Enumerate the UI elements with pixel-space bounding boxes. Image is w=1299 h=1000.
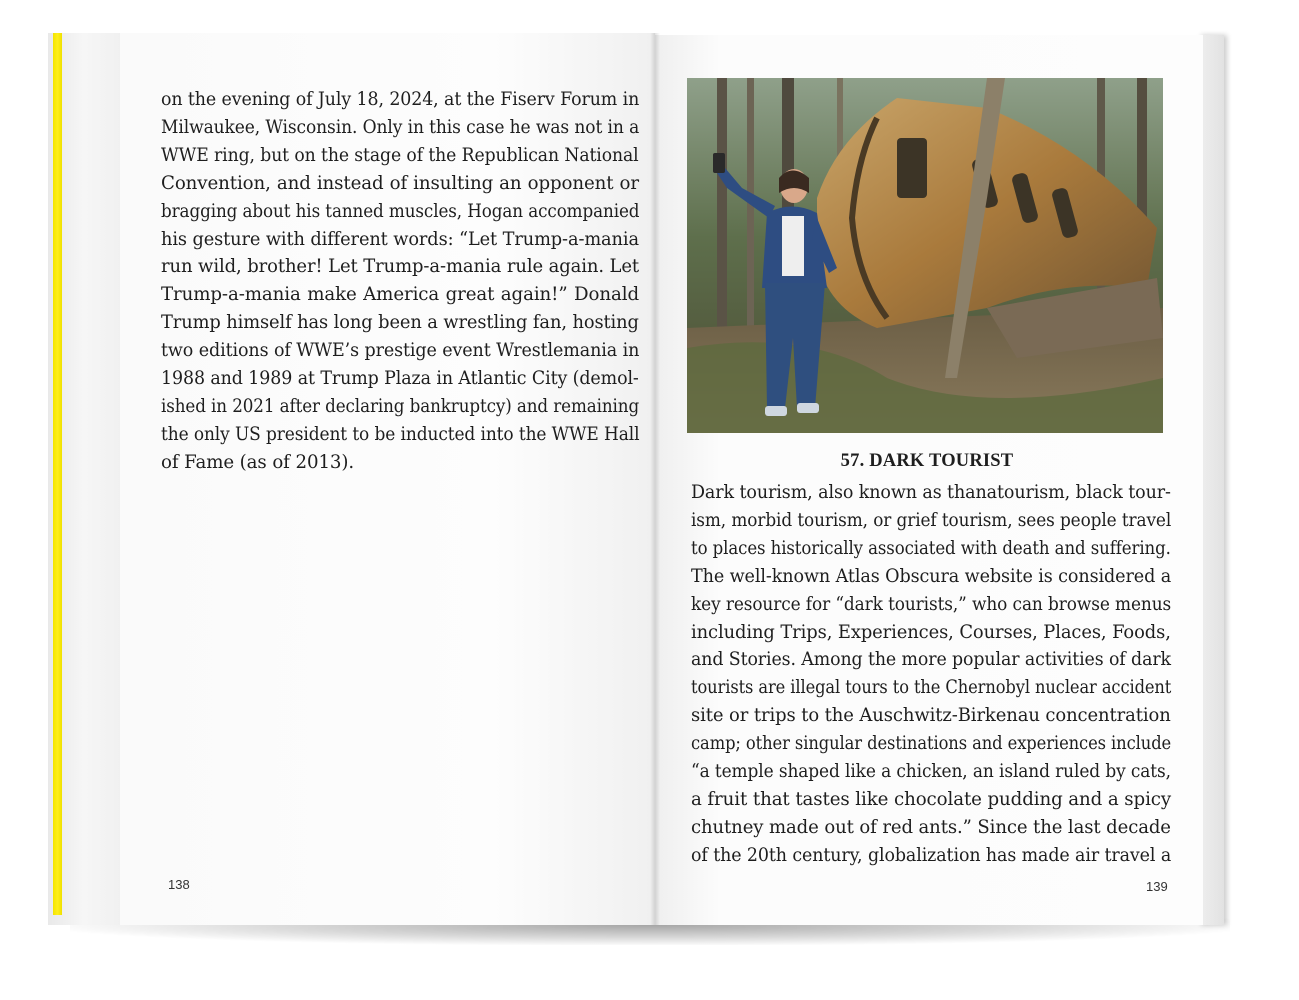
text-line: of the 20th century, globalization has made air travel a — [691, 844, 1172, 866]
page-number-left: 138 — [168, 877, 190, 892]
text-line: 1988 and 1989 at Trump Plaza in Atlantic City (demol- — [161, 368, 639, 390]
section-heading: 57. DARK TOURIST — [840, 451, 1014, 471]
text-line: including Trips, Experiences, Courses, Places, Foods, — [691, 621, 1171, 643]
text-line: the only US president to be inducted into the WWE Hall — [161, 423, 640, 445]
text-line: tourists are illegal tours to the Chernobyl nuclear accident — [691, 677, 1172, 699]
text-line: Trump-a-mania make America great again!” Donald — [161, 284, 639, 306]
text-line: ished in 2021 after declaring bankruptcy) and remaining — [161, 395, 640, 417]
text-line: site or trips to the Auschwitz-Birkenau concentration — [691, 705, 1171, 727]
text-line: key resource for “dark tourists,” who can browse menus — [691, 593, 1172, 615]
text-line: a fruit that tastes like chocolate pudding and a spicy — [691, 788, 1172, 810]
text-line: chutney made out of red ants.” Since the last decade — [691, 816, 1171, 838]
text-line: his gesture with different words: “Let Trump-a-mania — [161, 228, 639, 250]
text-line: camp; other singular destinations and experiences include — [691, 733, 1172, 755]
book-gutter — [650, 33, 660, 925]
text-line: to places historically associated with death and suffering. — [691, 537, 1171, 559]
page-number-right: 139 — [1146, 879, 1168, 894]
text-line: WWE ring, but on the stage of the Republican National — [161, 144, 639, 166]
right-page-body — [691, 479, 1171, 870]
yellow-cover-edge — [53, 33, 62, 915]
text-line: Milwaukee, Wisconsin. Only in this case he was not in a — [161, 116, 640, 138]
text-line: on the evening of July 18, 2024, at the Fiserv Forum in — [161, 89, 640, 110]
text-line: two editions of WWE’s prestige event Wrestlemania in — [161, 340, 640, 362]
text-line: bragging about his tanned muscles, Hogan accompanied — [161, 200, 640, 222]
text-line: of Fame (as of 2013). — [161, 451, 355, 473]
text-line: and Stories. Among the more popular activities of dark — [691, 649, 1171, 671]
text-line: The well-known Atlas Obscura website is considered a — [691, 565, 1172, 587]
left-page-body — [161, 86, 639, 477]
text-line: Dark tourism, also known as thanatourism, black tour- — [691, 482, 1171, 503]
text-line: Trump himself has long been a wrestling fan, hosting — [161, 312, 639, 334]
text-line: run wild, brother! Let Trump-a-mania rule again. Let — [161, 256, 640, 278]
text-line: Convention, and instead of insulting an opponent or — [161, 172, 639, 194]
photo-woman-selfie-abandoned-bus — [687, 78, 1163, 433]
text-line: “a temple shaped like a chicken, an island ruled by cats, — [691, 761, 1171, 783]
text-line: ism, morbid tourism, or grief tourism, sees people travel — [691, 509, 1172, 531]
